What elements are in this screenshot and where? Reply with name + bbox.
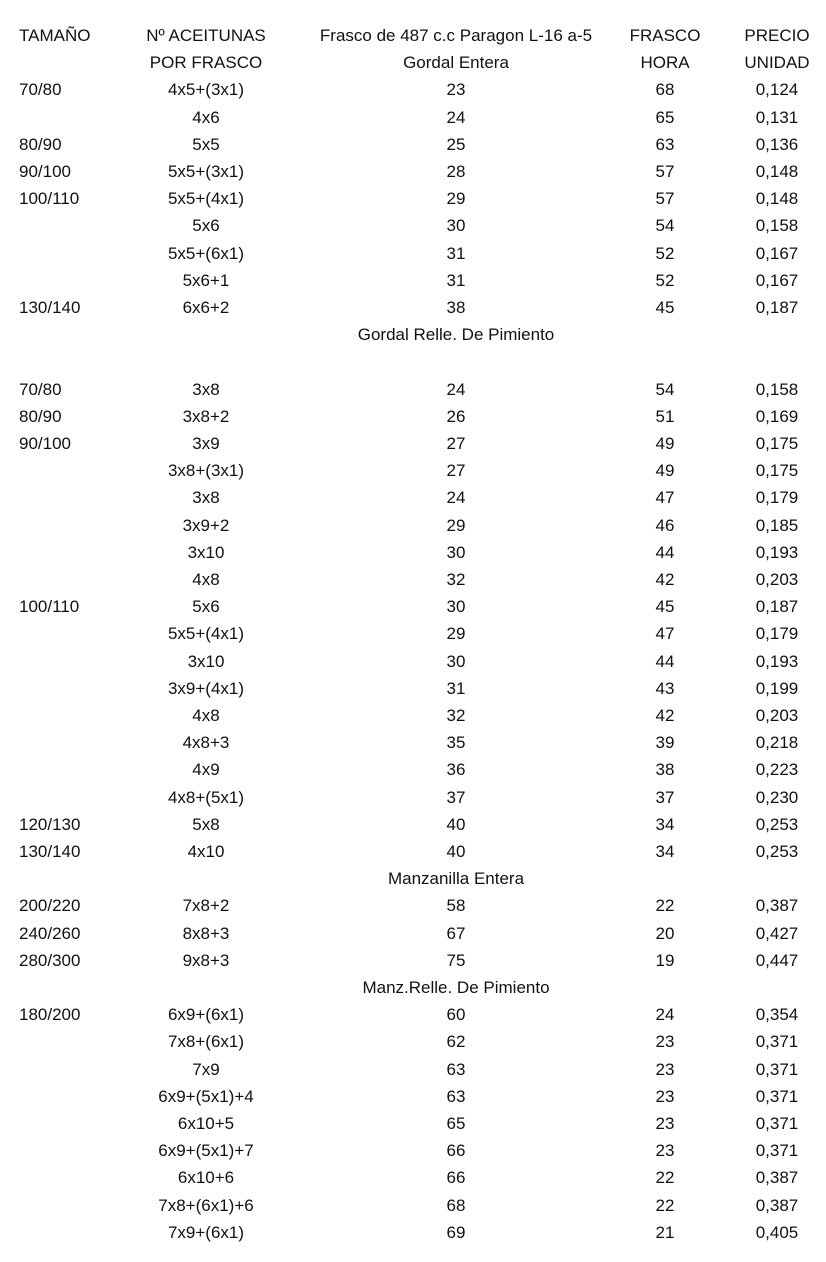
olive-count-cell: 4x8 [192,706,220,725]
olives-per-jar-cell: 38 [446,298,466,317]
table-row [0,811,826,838]
unit-price-cell: UNIDAD [744,53,810,73]
jars-per-hour-cell: 42 [655,706,675,725]
unit-price-cell: 0,203 [755,570,799,589]
olives-per-jar-cell: 65 [446,1114,466,1133]
olives-per-jar-cell: 31 [446,243,466,263]
table-row [0,267,826,294]
size-cell: 240/260 [19,923,81,943]
table-row [0,920,826,947]
jars-per-hour-cell: 22 [655,896,675,916]
jars-per-hour-cell: 57 [655,162,675,181]
olives-per-jar-cell: 66 [446,1168,466,1188]
unit-price-cell: 0,179 [755,488,799,508]
jars-per-hour-cell: 43 [655,678,675,698]
table-header-row [0,49,826,76]
table-row [0,729,826,756]
table-row [0,212,826,239]
size-cell: 180/200 [19,1005,81,1025]
unit-price-cell: 0,387 [755,1195,799,1215]
olives-per-jar-cell: 63 [446,1059,466,1079]
olive-count-cell: 6x9+(6x1) [167,1005,245,1025]
unit-price-cell: 0,167 [755,270,799,290]
olives-per-jar-cell: 29 [446,189,466,209]
olive-count-cell: 5x5+(4x1) [167,624,245,644]
olive-count-cell: 4x9 [192,760,220,780]
olives-per-jar-cell: 40 [446,814,466,834]
unit-price-cell: PRECIO [744,26,810,45]
unit-price-cell: 0,158 [755,216,799,236]
jars-per-hour-cell: 47 [655,488,675,508]
olive-count-cell: 3x10 [187,651,225,671]
table-row [0,675,826,702]
olive-count-cell: 3x8 [192,488,220,508]
jars-per-hour-cell: 23 [655,1086,675,1106]
jars-per-hour-cell: 45 [655,298,675,317]
unit-price-cell: 0,253 [755,814,799,834]
olives-per-jar-cell: Frasco de 487 c.c Paragon L-16 a-5 [319,26,593,45]
jars-per-hour-cell: 22 [655,1195,675,1215]
olive-count-cell: 6x9+(5x1)+7 [158,1141,254,1161]
olive-count-cell: 5x5+(3x1) [167,162,245,181]
olives-per-jar-cell: 40 [446,842,466,861]
table-row [0,1083,826,1110]
table-row [0,947,826,974]
olive-count-cell: 3x8+(3x1) [167,461,245,481]
olive-count-cell: 5x5 [192,134,220,154]
size-cell: 90/100 [19,162,71,181]
jars-per-hour-cell: 20 [655,923,675,943]
olive-count-cell: 4x5+(3x1) [167,80,245,100]
table-row [0,1219,826,1246]
section-title: Gordal Relle. De Pimiento [357,325,555,345]
olives-per-jar-cell: 60 [446,1005,466,1025]
olives-per-jar-cell: 30 [446,651,466,671]
olives-per-jar-cell: 63 [446,1086,466,1106]
size-cell: 90/100 [19,434,71,453]
olives-per-jar-cell: 29 [446,624,466,644]
olive-count-cell: 6x9+(5x1)+4 [158,1086,254,1106]
jars-per-hour-cell: 45 [655,597,675,617]
unit-price-cell: 0,230 [755,787,799,807]
jars-per-hour-cell: 34 [655,842,675,861]
olive-count-cell: 3x9+(4x1) [167,678,245,698]
size-cell: 130/140 [19,842,81,861]
table-row [0,376,826,403]
unit-price-cell: 0,199 [755,678,799,698]
olives-per-jar-cell: 28 [446,162,466,181]
unit-price-cell: 0,371 [755,1086,799,1106]
table-row [0,403,826,430]
jars-per-hour-cell: 23 [655,1059,675,1079]
olive-count-cell: 5x6 [192,597,220,617]
table-row [0,1028,826,1055]
table-row [0,1110,826,1137]
olives-per-jar-cell: 27 [446,461,466,481]
unit-price-cell: 0,148 [755,162,799,181]
table-row [0,430,826,457]
table-row [0,593,826,620]
jars-per-hour-cell: 24 [655,1005,675,1025]
unit-price-cell: 0,185 [755,515,799,535]
olives-per-jar-cell: 32 [446,706,466,725]
unit-price-cell: 0,169 [755,406,799,426]
olives-per-jar-cell: 30 [446,542,466,562]
olives-per-jar-cell: 24 [446,379,466,399]
table-row [0,131,826,158]
olives-per-jar-cell: 27 [446,434,466,453]
olive-count-cell: 8x8+3 [182,923,230,943]
table-row [0,240,826,267]
jars-per-hour-cell: 44 [655,651,675,671]
jars-per-hour-cell: 37 [655,787,675,807]
table-row [0,784,826,811]
size-cell: 70/80 [19,80,62,100]
jars-per-hour-cell: 54 [655,216,675,236]
table-row [0,620,826,647]
olives-per-jar-cell: 30 [446,216,466,236]
size-cell: 100/110 [19,597,80,617]
size-cell: 100/110 [19,189,80,209]
olives-per-jar-cell: 62 [446,1032,466,1052]
olives-per-jar-cell: 24 [446,107,466,127]
unit-price-cell: 0,371 [755,1032,799,1052]
unit-price-cell: 0,354 [755,1005,799,1025]
jars-per-hour-cell: 68 [655,80,675,100]
table-row [0,702,826,729]
unit-price-cell: 0,193 [755,651,799,671]
unit-price-cell: 0,405 [755,1222,799,1242]
unit-price-cell: 0,387 [755,1168,799,1188]
olive-count-cell: 6x10+5 [177,1114,235,1133]
size-cell: 80/90 [19,406,62,426]
jars-per-hour-cell: HORA [640,53,690,73]
olive-count-cell: 5x8 [192,814,220,834]
olives-per-jar-cell: 30 [446,597,466,617]
unit-price-cell: 0,427 [755,923,799,943]
unit-price-cell: 0,253 [755,842,799,861]
olive-count-cell: 6x10+6 [177,1168,235,1188]
olives-per-jar-cell: 23 [446,80,466,100]
size-cell: TAMAÑO [19,26,91,45]
table-row [0,1192,826,1219]
jars-per-hour-cell: 19 [655,950,675,970]
olives-per-jar-cell: 25 [446,134,466,154]
unit-price-cell: 0,223 [755,760,799,780]
jars-per-hour-cell: 34 [655,814,675,834]
table-row [0,76,826,103]
olives-per-jar-cell: Gordal Entera [403,53,509,73]
olive-count-cell: 3x8+2 [182,406,230,426]
jars-per-hour-cell: 46 [655,515,675,535]
olive-count-cell: 5x5+(4x1) [167,189,245,209]
unit-price-cell: 0,387 [755,896,799,916]
unit-price-cell: 0,187 [755,298,799,317]
jars-per-hour-cell: 47 [655,624,675,644]
unit-price-cell: 0,179 [755,624,799,644]
jars-per-hour-cell: 49 [655,434,675,453]
table-row [0,512,826,539]
table-row [0,484,826,511]
jars-per-hour-cell: 21 [655,1222,675,1242]
unit-price-cell: 0,447 [755,950,799,970]
table-row [0,892,826,919]
unit-price-cell: 0,175 [755,434,799,453]
olives-per-jar-cell: 58 [446,896,466,916]
size-cell: 80/90 [19,134,62,154]
table-row [0,838,826,865]
jars-per-hour-cell: 23 [655,1141,675,1161]
olives-per-jar-cell: 31 [446,270,466,290]
olive-count-cell: 5x6+1 [182,270,230,290]
jars-per-hour-cell: 52 [655,270,675,290]
table-row [0,158,826,185]
unit-price-cell: 0,148 [755,189,799,209]
unit-price-cell: 0,158 [755,379,799,399]
jars-per-hour-cell: 38 [655,760,675,780]
unit-price-cell: 0,175 [755,461,799,481]
unit-price-cell: 0,124 [755,80,799,100]
unit-price-cell: 0,371 [755,1114,799,1133]
olives-per-jar-cell: 68 [446,1195,466,1215]
unit-price-cell: 0,371 [755,1141,799,1161]
olive-count-cell: 7x9+(6x1) [167,1222,245,1242]
jars-per-hour-cell: 23 [655,1114,675,1133]
olives-per-jar-cell: 67 [446,923,466,943]
jars-per-hour-cell: 39 [655,733,675,753]
size-cell: 200/220 [19,896,81,916]
unit-price-cell: 0,136 [755,134,799,154]
table-row [0,1164,826,1191]
unit-price-cell: 0,371 [755,1059,799,1079]
olive-count-cell: 3x9+2 [182,515,230,535]
table-row [0,539,826,566]
olive-count-cell: 3x10 [187,542,225,562]
size-cell: 130/140 [19,298,81,317]
unit-price-cell: 0,193 [755,542,799,562]
table-row [0,185,826,212]
olives-per-jar-cell: 66 [446,1141,466,1161]
jars-per-hour-cell: 22 [655,1168,675,1188]
jars-per-hour-cell: 51 [655,406,675,426]
olive-count-cell: 7x8+(6x1)+6 [158,1195,254,1215]
section-title: Manz.Relle. De Pimiento [362,978,550,997]
table-row [0,566,826,593]
olives-per-jar-cell: 32 [446,570,466,589]
olives-per-jar-cell: 69 [446,1222,466,1242]
olives-per-jar-cell: 75 [446,950,466,970]
olive-count-cell: 7x9 [192,1059,220,1079]
table-row [0,756,826,783]
olives-per-jar-cell: 24 [446,488,466,508]
jars-per-hour-cell: FRASCO [629,26,701,45]
olive-count-cell: 9x8+3 [182,950,230,970]
unit-price-cell: 0,131 [755,107,799,127]
section-title: Manzanilla Entera [387,869,525,889]
olive-count-cell: 3x9 [192,434,220,453]
jars-per-hour-cell: 57 [655,189,675,209]
table-row [0,104,826,131]
olives-per-jar-cell: 37 [446,787,466,807]
table-row [0,457,826,484]
olive-count-cell: POR FRASCO [149,53,263,73]
table-row [0,1137,826,1164]
table-header-row [0,22,826,49]
jars-per-hour-cell: 49 [655,461,675,481]
olive-count-cell: 4x8+3 [182,733,230,753]
jars-per-hour-cell: 65 [655,107,675,127]
olive-count-cell: 4x6 [192,107,220,127]
olive-count-cell: 4x10 [187,842,225,861]
size-cell: 70/80 [19,379,62,399]
unit-price-cell: 0,218 [755,733,799,753]
olives-per-jar-cell: 36 [446,760,466,780]
unit-price-cell: 0,167 [755,243,799,263]
olive-count-cell: Nº ACEITUNAS [146,26,266,45]
olive-count-cell: 5x6 [192,216,220,236]
olive-count-cell: 4x8 [192,570,220,589]
table-row [0,294,826,321]
table-row [0,1001,826,1028]
jars-per-hour-cell: 23 [655,1032,675,1052]
olive-count-cell: 3x8 [192,379,220,399]
table-row [0,648,826,675]
olives-per-jar-cell: 31 [446,678,466,698]
olive-count-cell: 7x8+(6x1) [167,1032,245,1052]
olive-count-cell: 4x8+(5x1) [167,787,245,807]
size-cell: 280/300 [19,950,81,970]
olives-per-jar-cell: 29 [446,515,466,535]
olives-per-jar-cell: 26 [446,406,466,426]
unit-price-cell: 0,187 [755,597,799,617]
jars-per-hour-cell: 42 [655,570,675,589]
jars-per-hour-cell: 54 [655,379,675,399]
table-row [0,1056,826,1083]
olive-count-cell: 7x8+2 [182,896,230,916]
olive-count-cell: 5x5+(6x1) [167,243,245,263]
unit-price-cell: 0,203 [755,706,799,725]
olive-count-cell: 6x6+2 [182,298,230,317]
jars-per-hour-cell: 44 [655,542,675,562]
jars-per-hour-cell: 63 [655,134,675,154]
size-cell: 120/130 [19,814,81,834]
olives-per-jar-cell: 35 [446,733,466,753]
jars-per-hour-cell: 52 [655,243,675,263]
